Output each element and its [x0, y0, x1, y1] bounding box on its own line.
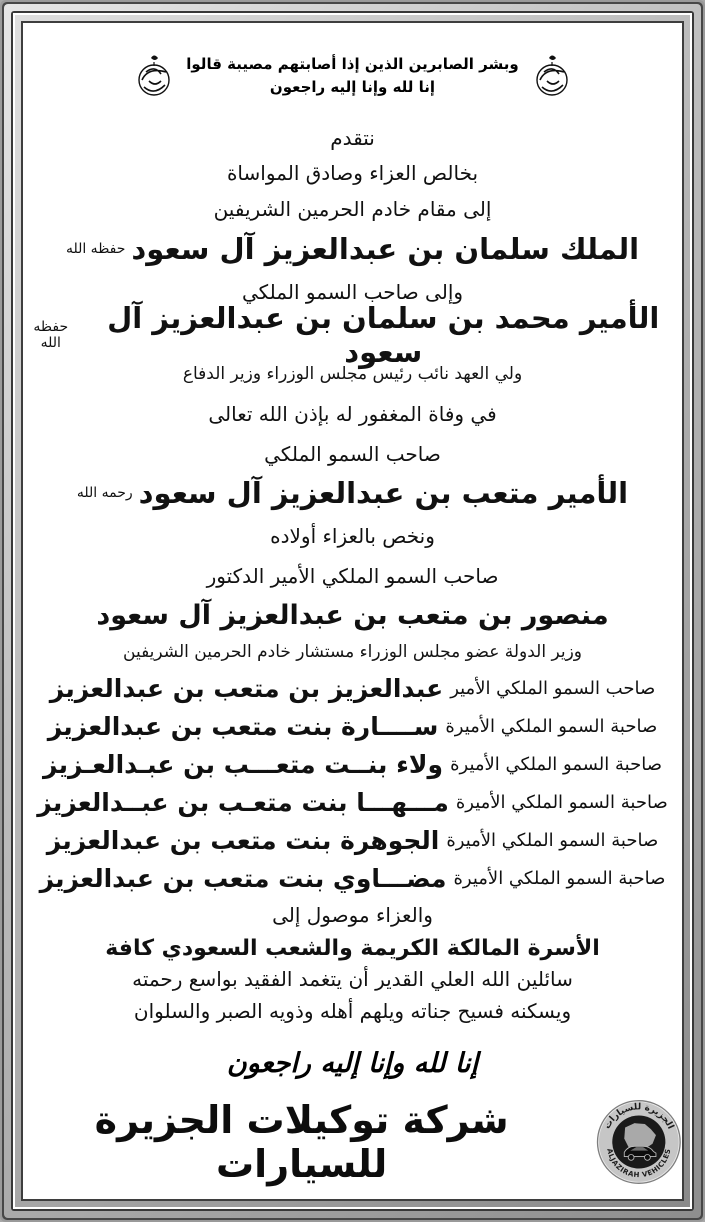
deceased-intro-line: في وفاة المغفور له بإذن الله تعالى	[208, 402, 497, 426]
frame-dark-line-1	[2, 2, 703, 1220]
calligraphic-rosette-right-icon	[531, 50, 573, 102]
deceased-name-line	[23, 471, 682, 515]
heir-rank: صاحبة السمو الملكي الأميرة	[453, 867, 666, 889]
king-name: الملك سلمان بن عبدالعزيز آل سعود	[131, 232, 640, 266]
salutation-line: بخالص العزاء وصادق المواساة	[226, 161, 479, 185]
frame-silver-band-outer	[4, 4, 701, 1218]
announcement-paper	[23, 23, 682, 1199]
calligraphic-rosette-left-icon	[133, 50, 175, 102]
logo-arabic-arc-text: الجزيرة للسيارات	[602, 1102, 676, 1131]
king-name-line	[23, 227, 682, 271]
deceased-rank-line: صاحب السمو الملكي	[264, 442, 441, 466]
crown-prince-name-line	[23, 301, 682, 369]
heir-name: عبدالعزيز بن متعب بن عبدالعزيز	[49, 673, 444, 703]
heir-name: ســــارة بنت متعب بن عبدالعزيز	[47, 711, 439, 741]
children-intro-line: ونخص بالعزاء أولاده	[270, 524, 435, 548]
extended-intro-line: والعزاء موصول إلى	[272, 903, 433, 927]
crown-prince-honorific: حفظه الله	[33, 319, 69, 351]
intro-line: نتقدم	[330, 126, 375, 150]
company-name: شركة توكيلات الجزيرة للسيارات	[94, 1098, 509, 1186]
heir-rank: صاحبة السمو الملكي الأميرة	[455, 791, 668, 813]
son-name-line	[23, 595, 682, 635]
company-brand-row	[23, 1099, 682, 1185]
quran-verse-header	[23, 31, 682, 121]
heir-line	[23, 821, 682, 859]
heir-rank: صاحب السمو الملكي الأمير	[450, 677, 656, 699]
heir-name: مـــهـــا بنت متعـب بن عبــدالعزيز	[37, 787, 449, 817]
son-name: منصور بن متعب بن عبدالعزيز آل سعود	[96, 599, 609, 631]
son-rank-line: صاحب السمو الملكي الأمير الدكتور	[206, 564, 499, 588]
istirja-calligraphy: إنا لله وإنا إليه راجعون	[226, 1047, 479, 1079]
frame-white-gap	[13, 13, 692, 1209]
heir-name: ولاء بنــت متعـــب بن عبـدالعـزيز	[43, 749, 444, 779]
heir-line	[23, 669, 682, 707]
frame-silver-band-inner	[15, 15, 690, 1207]
deceased-name: الأمير متعب بن عبدالعزيز آل سعود	[138, 476, 629, 510]
heir-line	[23, 707, 682, 745]
crown-prince-name: الأمير محمد بن سلمان بن عبدالعزيز آل سعود	[107, 301, 660, 369]
son-title-line: وزير الدولة عضو مجلس الوزراء مستشار خادم الحرمين الشريفين	[123, 642, 582, 662]
heir-rank: صاحبة السمو الملكي الأميرة	[446, 829, 659, 851]
heir-line	[23, 783, 682, 821]
heir-line	[23, 745, 682, 783]
heir-name: مضـــاوي بنت متعب بن عبدالعزيز	[39, 863, 447, 893]
quran-verse-text: وبشر الصابرين الذين إذا أصابتهم مصيبة قالوا إنا لله وإنا إليه راجعون	[186, 54, 519, 96]
aljazirah-vehicles-logo-icon	[596, 1096, 682, 1188]
heir-name: الجوهرة بنت متعب بن عبدالعزيز	[46, 825, 440, 855]
prayer-line-1: سائلين الله العلي القدير أن يتغمد الفقيد بواسع رحمته	[132, 967, 573, 991]
deceased-honorific: رحمه الله	[76, 485, 133, 501]
logo-english-arc-text: ALJAZIRAH VEHICLES	[605, 1147, 673, 1180]
king-honorific: حفظه الله	[65, 241, 126, 257]
prayer-line-2: ويسكنه فسيح جناته ويلهم أهله وذويه الصبر والسلوان	[133, 999, 572, 1023]
to-king-line: إلى مقام خادم الحرمين الشريفين	[213, 197, 492, 221]
heir-line	[23, 859, 682, 897]
extended-target-line: الأسرة المالكة الكريمة والشعب السعودي كافة	[105, 935, 600, 961]
and-to-line: وإلى صاحب السمو الملكي	[241, 280, 464, 304]
crown-prince-title-line: ولي العهد نائب رئيس مجلس الوزراء وزير الدفاع	[182, 364, 523, 384]
frame-dark-line-3	[21, 21, 684, 1201]
frame-dark-line-2	[11, 11, 694, 1211]
heir-rank: صاحبة السمو الملكي الأميرة	[445, 715, 658, 737]
heir-rank: صاحبة السمو الملكي الأميرة	[450, 753, 662, 775]
